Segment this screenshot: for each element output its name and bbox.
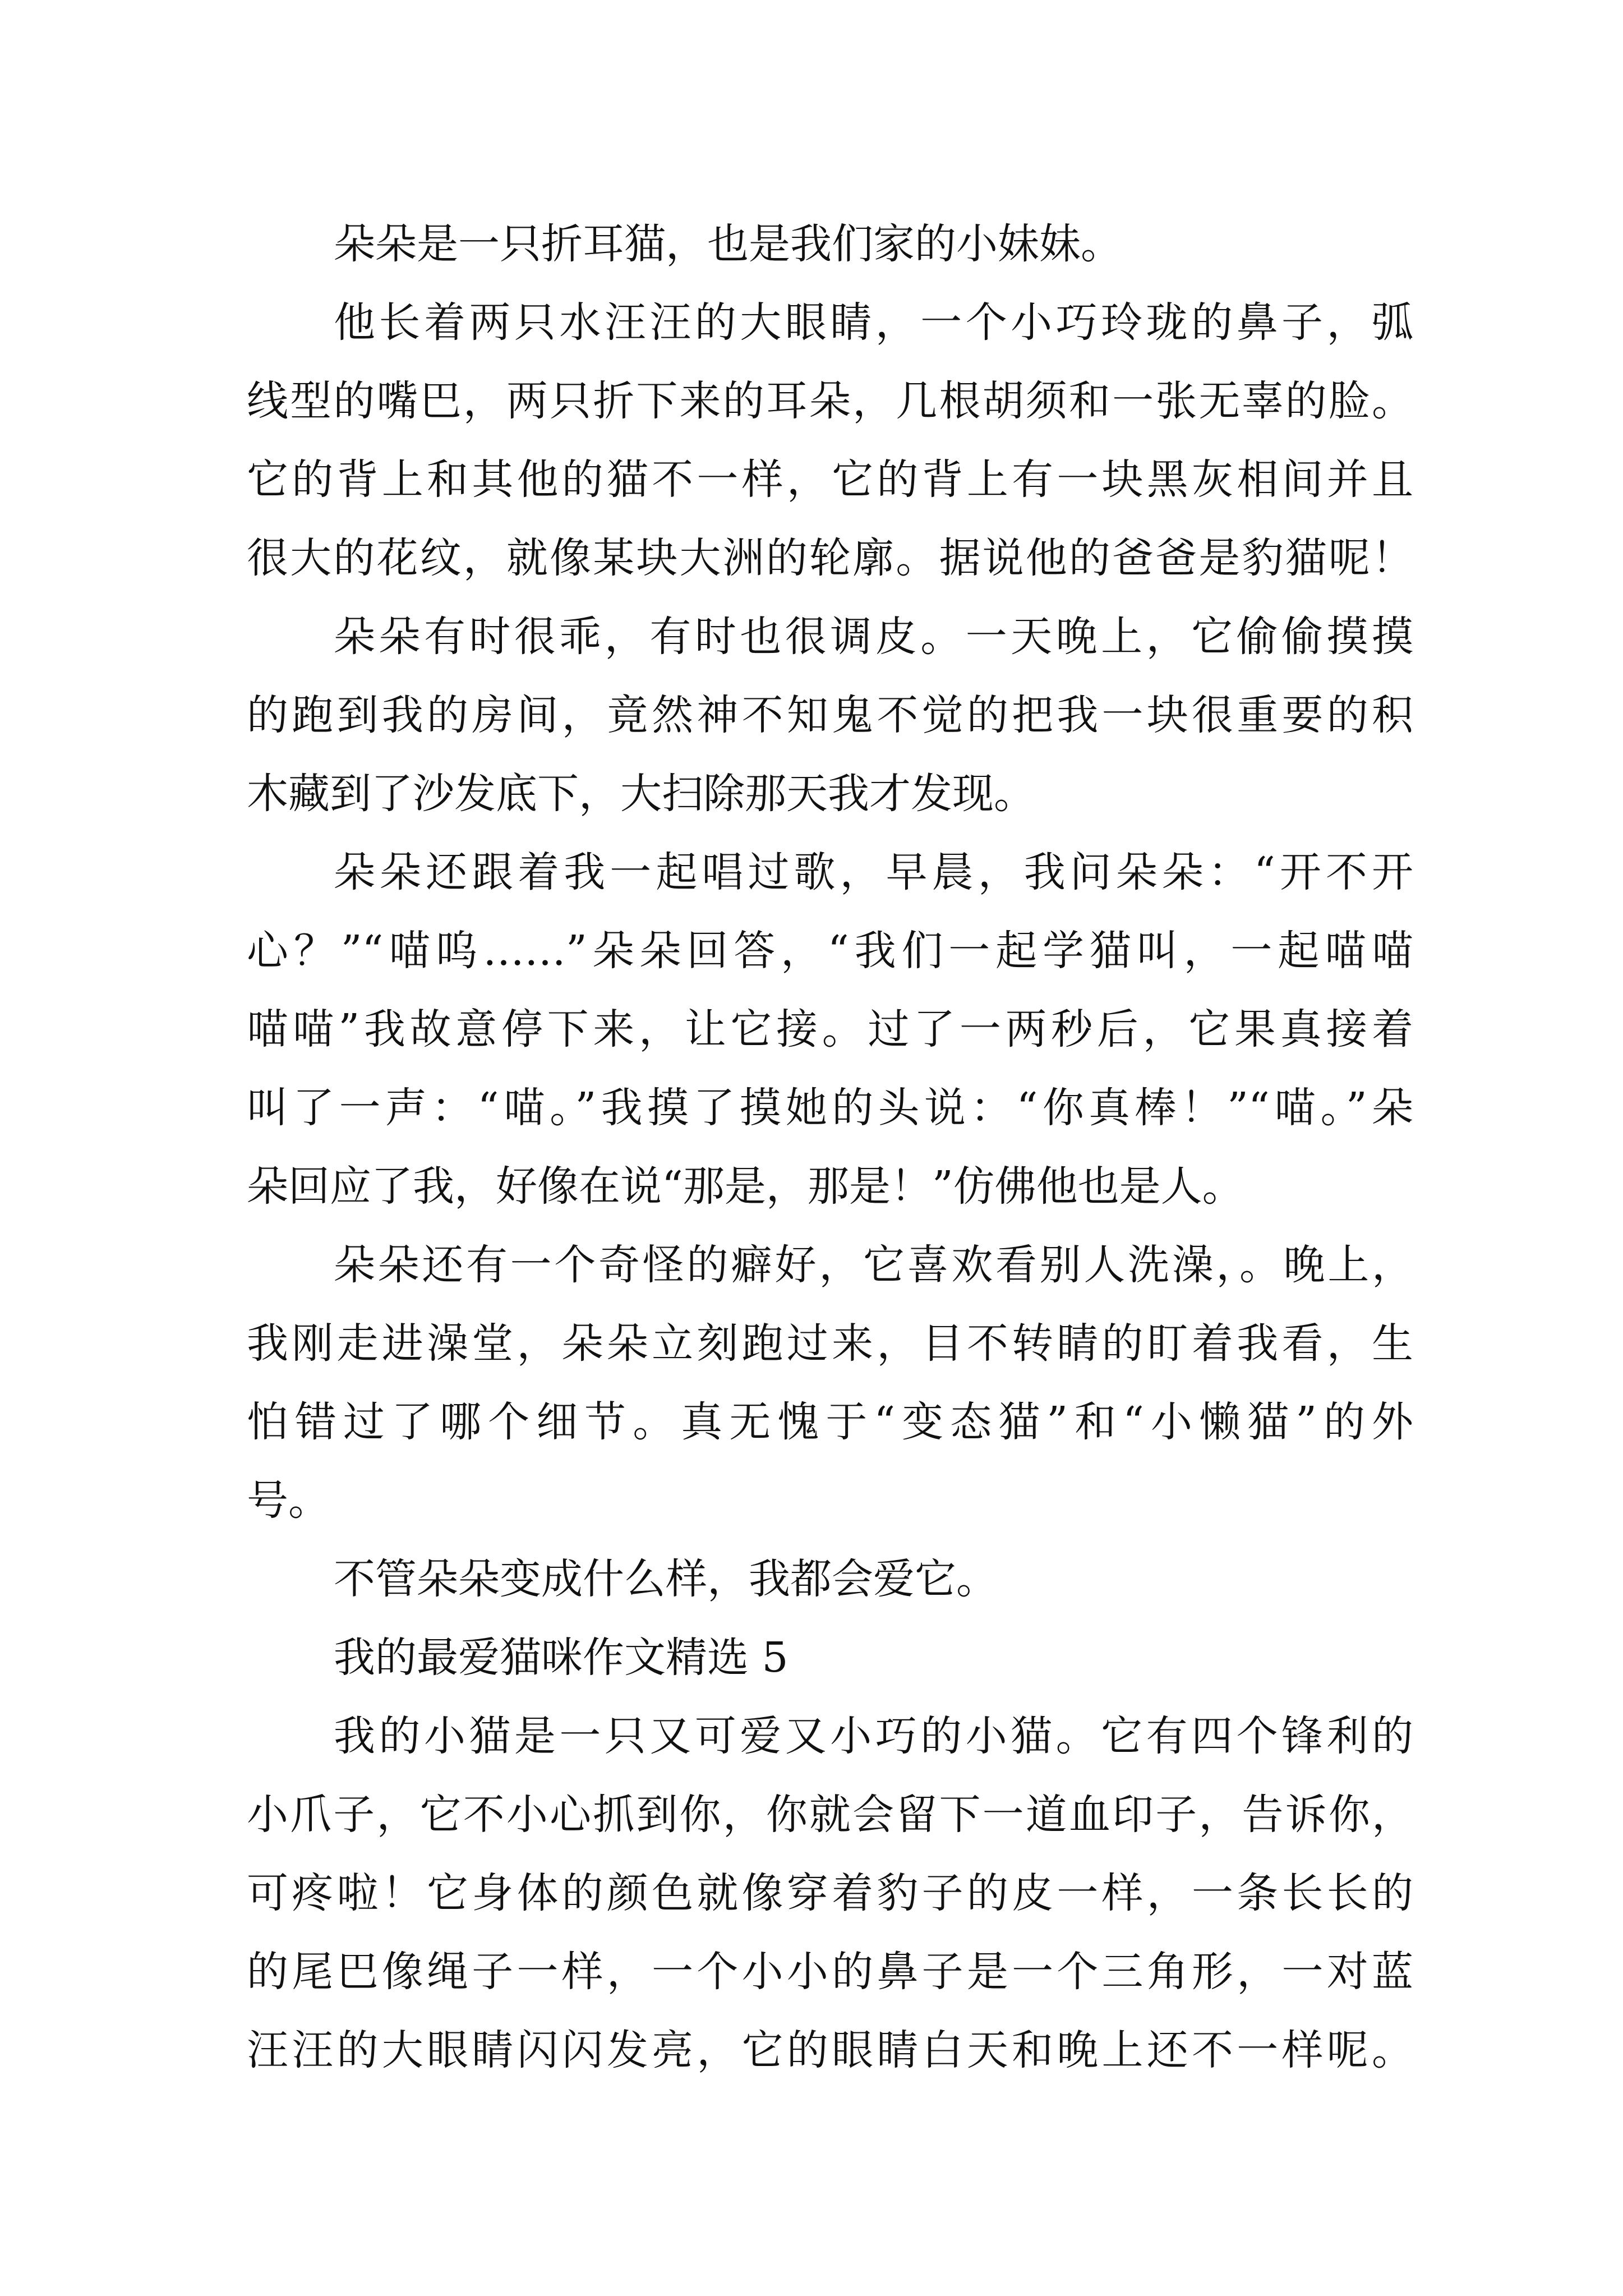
text-line: 木藏到了沙发底下，大扫除那天我才发现。 [247,770,1035,818]
text-line: 号。 [247,1476,330,1525]
text-line: 汪汪的大眼睛闪闪发亮，它的眼睛白天和晚上还不一样呢。 [247,2026,1413,2074]
text-line: 它的背上和其他的猫不一样，它的背上有一块黑灰相间并且 [247,455,1413,504]
document-body [247,205,1413,2090]
text-line: 我刚走进澡堂，朵朵立刻跑过来，目不转睛的盯着我看，生 [247,1319,1413,1368]
text-line: 喵喵”我故意停下来，让它接。过了一两秒后，它果真接着 [247,1005,1413,1053]
text-line: 朵朵是一只折耳猫，也是我们家的小妹妹。 [334,220,1122,268]
text-line: 怕错过了哪个细节。真无愧于“变态猫”和“小懒猫”的外 [247,1398,1413,1446]
text-line: 叫了一声：“喵。”我摸了摸她的头说：“你真棒！”“喵。”朵 [247,1084,1413,1132]
text-line: 心？”“喵呜……”朵朵回答，“我们一起学猫叫，一起喵喵 [247,927,1413,975]
text-line: 我的最爱猫咪作文精选 5 [334,1634,789,1682]
text-line: 他长着两只水汪汪的大眼睛，一个小巧玲珑的鼻子，弧 [334,298,1413,347]
text-line: 朵回应了我，好像在说“那是，那是！”仿佛他也是人。 [247,1162,1244,1211]
text-line: 可疼啦！它身体的颜色就像穿着豹子的皮一样，一条长长的 [247,1869,1413,1917]
text-line: 小爪子，它不小心抓到你，你就会留下一道血印子，告诉你， [247,1791,1413,1839]
text-line: 朵朵还有一个奇怪的癖好，它喜欢看别人洗澡，。晚上， [334,1241,1413,1289]
text-line: 朵朵还跟着我一起唱过歌，早晨，我问朵朵：“开不开 [334,848,1413,896]
text-line: 线型的嘴巴，两只折下来的耳朵，几根胡须和一张无辜的脸。 [247,377,1413,425]
text-line: 朵朵有时很乖，有时也很调皮。一天晚上，它偷偷摸摸 [334,613,1413,661]
text-line: 的尾巴像绳子一样，一个小小的鼻子是一个三角形，一对蓝 [247,1948,1413,1996]
text-line: 不管朵朵变成什么样，我都会爱它。 [334,1555,998,1603]
text-line: 我的小猫是一只又可爱又小巧的小猫。它有四个锋利的 [334,1712,1413,1760]
text-line: 的跑到我的房间，竟然神不知鬼不觉的把我一块很重要的积 [247,691,1413,739]
text-line: 很大的花纹，就像某块大洲的轮廓。据说他的爸爸是豹猫呢！ [247,534,1413,582]
